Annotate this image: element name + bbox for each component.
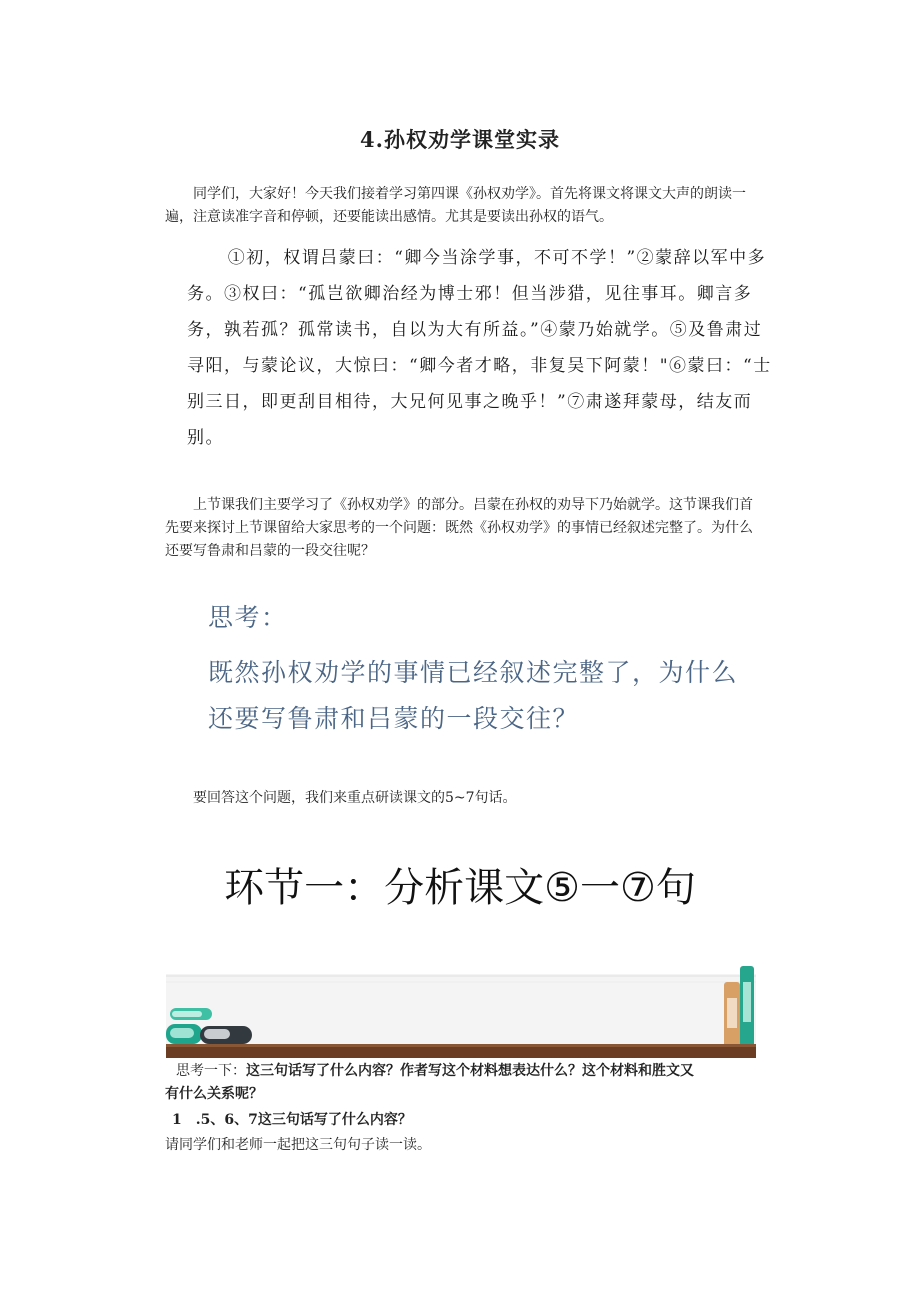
section-heading: 环节一：分析课文⑤一⑦句	[224, 865, 696, 911]
page-title: 4.孙权劝学课堂实录	[360, 127, 560, 152]
think-question-line-1: 既然孙权劝学的事情已经叙述完整了，为什么	[208, 658, 739, 687]
question-item-1	[172, 1109, 412, 1131]
item-text: .5、6、7这三句话写了什么内容？	[195, 1112, 412, 1128]
question-bold-part: 这三句话写了什么内容？作者写这个材料想表达什么？这个材料和胜文又	[246, 1063, 694, 1079]
lesson-paragraph: 上节课我们主要学习了《孙权劝学》的部分。吕蒙在孙权的劝导下乃始就学。这节课我们首先要来探讨上节课留给大家思考的一个问题：既然《孙权劝学》的事情已经叙述完整了。为什么还要写鲁肃和吕蒙的一段交往呢？	[165, 497, 753, 559]
read-together-instruction: 请同学们和老师一起把这三句句子读一读。	[165, 1137, 431, 1153]
banner-background	[166, 974, 756, 1044]
answer-intro: 要回答这个问题，我们来重点研读课文的5~7句话。	[193, 790, 517, 806]
question-prefix: 思考一下：	[176, 1063, 246, 1079]
think-label: 思考：	[208, 603, 288, 632]
question-line-1	[176, 1060, 766, 1082]
think-question-line-2: 还要写鲁肃和吕蒙的一段交往？	[208, 704, 580, 733]
question-line-2: 有什么关系呢？	[165, 1086, 263, 1102]
classical-text: ①初，权谓吕蒙曰：“卿今当涂学事，不可不学！”②蒙辞以军中多务。③权曰：“孤岂欲卿治经为博士邪！但当涉猎，见往事耳。卿言多务，孰若孤？孤常读书，自以为大有所益。”④蒙乃始就学。⑤及鲁肃过寻阳，与蒙论议，大惊曰：“卿今者才略，非复吴下阿蒙！"⑥蒙曰：“士别三日，即更刮目相待，大兄何见事之晚乎！”⑦肃遂拜蒙母，结友而别。	[187, 248, 772, 448]
item-number: 1	[172, 1112, 182, 1128]
bookshelf-banner-image	[166, 962, 756, 1060]
intro-paragraph: 同学们，大家好！今天我们接着学习第四课《孙权劝学》。首先将课文将课文大声的朗读一遍，注意读准字音和停顿，还要能读出感情。尤其是要读出孙权的语气。	[165, 186, 746, 225]
